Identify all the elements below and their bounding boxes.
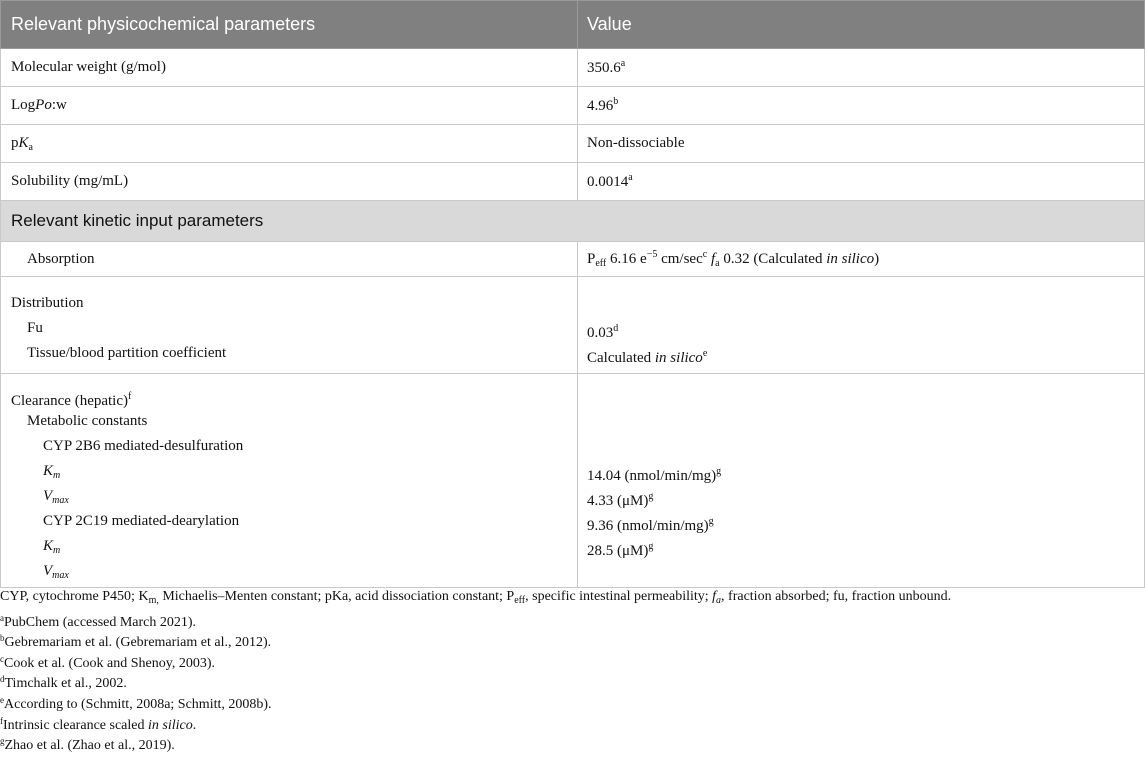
footnote-mark: b bbox=[613, 96, 619, 107]
clearance-labels bbox=[1, 374, 578, 588]
footnote-mark: g bbox=[648, 540, 654, 552]
absorption-label: Absorption bbox=[1, 242, 578, 277]
footnote-a: $^a$PubChem (accessed March 2021). bbox=[0, 612, 197, 630]
footnote-mark: d bbox=[613, 323, 619, 334]
footnote-mark: e bbox=[702, 348, 708, 359]
tissue-partition-value: Calculated in silico$^e$ bbox=[587, 348, 708, 366]
vmax-value: 9.36 (nmol/min/mg)$^g$ bbox=[587, 515, 714, 534]
distribution-values bbox=[578, 277, 1145, 374]
distribution-labels bbox=[1, 277, 578, 374]
footnote-b: $^b$Gebremariam et al. (Gebremariam et al., 2012). bbox=[0, 633, 272, 651]
kinetic-section-header bbox=[1, 201, 1145, 242]
footnote-mark: a bbox=[628, 172, 633, 183]
cyp2c19-label: CYP 2C19 mediated-dearylation bbox=[43, 512, 240, 529]
footnote-c: $^c$Cook et al. (Cook and Shenoy, 2003). bbox=[0, 653, 216, 671]
cyp2b6-value: 14.04 (nmol/min/mg)$^g$ bbox=[587, 465, 722, 484]
footnote-e: $^e$According to (Schmitt, 2008a; Schmitt, 2008b). bbox=[0, 694, 272, 712]
table-header-row bbox=[1, 1, 1145, 49]
km-value: 4.33 $(\mu M)^g$ bbox=[587, 490, 654, 509]
molecular-weight-value: 350.6$^a$ bbox=[578, 49, 1145, 87]
pka-value: Non-dissociable bbox=[578, 125, 1145, 163]
logp-value: 4.96$^b$ bbox=[578, 87, 1145, 125]
table-footnotes bbox=[0, 587, 1145, 752]
kinetic-section-title: Relevant kinetic input parameters bbox=[1, 201, 1145, 242]
vmax-label: $V_{max}$ bbox=[43, 487, 69, 506]
km-label: $K_m$ bbox=[43, 462, 61, 481]
table-row bbox=[1, 125, 1145, 163]
table-row bbox=[1, 163, 1145, 201]
molecular-weight-label: Molecular weight (g/mol) bbox=[1, 49, 578, 87]
footnote-mark: f bbox=[128, 390, 132, 402]
distribution-row bbox=[1, 277, 1145, 374]
table-row bbox=[1, 49, 1145, 87]
tissue-partition-label: Tissue/blood partition coefficient bbox=[27, 345, 227, 361]
footnote-mark: c bbox=[702, 249, 708, 260]
clearance-label: Clearance (hepatic)$^f$ bbox=[11, 390, 132, 409]
footnote-mark: g bbox=[708, 515, 714, 527]
footnote-g: $^g$Zhao et al. (Zhao et al., 2019). bbox=[0, 736, 175, 754]
solubility-value: 0.0014$^a$ bbox=[578, 163, 1145, 201]
footnote-mark: g bbox=[648, 490, 654, 502]
fu-value: 0.03$^d$ bbox=[587, 323, 619, 341]
header-value: Value bbox=[578, 1, 1145, 49]
solubility-label: Solubility (mg/mL) bbox=[1, 163, 578, 201]
vmax2-label: $V_{max}$ bbox=[43, 562, 69, 581]
table-row bbox=[1, 242, 1145, 277]
footnote-mark: a bbox=[620, 58, 626, 69]
logp-label: LogPo:w bbox=[1, 87, 578, 125]
table-row bbox=[1, 87, 1145, 125]
clearance-row bbox=[1, 374, 1145, 588]
distribution-label: Distribution bbox=[11, 295, 84, 311]
clearance-values bbox=[578, 374, 1145, 588]
pka-label: $pK_a$ bbox=[1, 125, 578, 163]
km2-label: $K_m$ bbox=[43, 537, 61, 556]
absorption-value: $P_{eff}$ 6.16 $e^{-5}$ $cm/\sec^c$ $f_a$ 0.32 (Calculated in silico) bbox=[578, 242, 1145, 277]
cyp2b6-label: CYP 2B6 mediated-desulfuration bbox=[43, 437, 244, 454]
footnote-d: $^d$Timchalk et al., 2002. bbox=[0, 674, 127, 692]
abbreviations-note: CYP, cytochrome P450; $K_{m,}$ Michaelis–Menten constant; pKa, acid dissociation constant; $P_{eff}$, specific intestinal permeability; $f_a$, fraction absorbed; fu, fraction unbound. bbox=[0, 589, 952, 606]
footnote-f: $^f$Intrinsic clearance scaled in silico. bbox=[0, 715, 197, 733]
cyp2c19-value: 28.5 $(\mu M)^g$ bbox=[587, 540, 654, 559]
metabolic-constants-label: Metabolic constants bbox=[27, 412, 148, 429]
fu-label: Fu bbox=[27, 320, 43, 336]
header-parameters: Relevant physicochemical parameters bbox=[1, 1, 578, 49]
footnote-mark: g bbox=[716, 465, 722, 477]
